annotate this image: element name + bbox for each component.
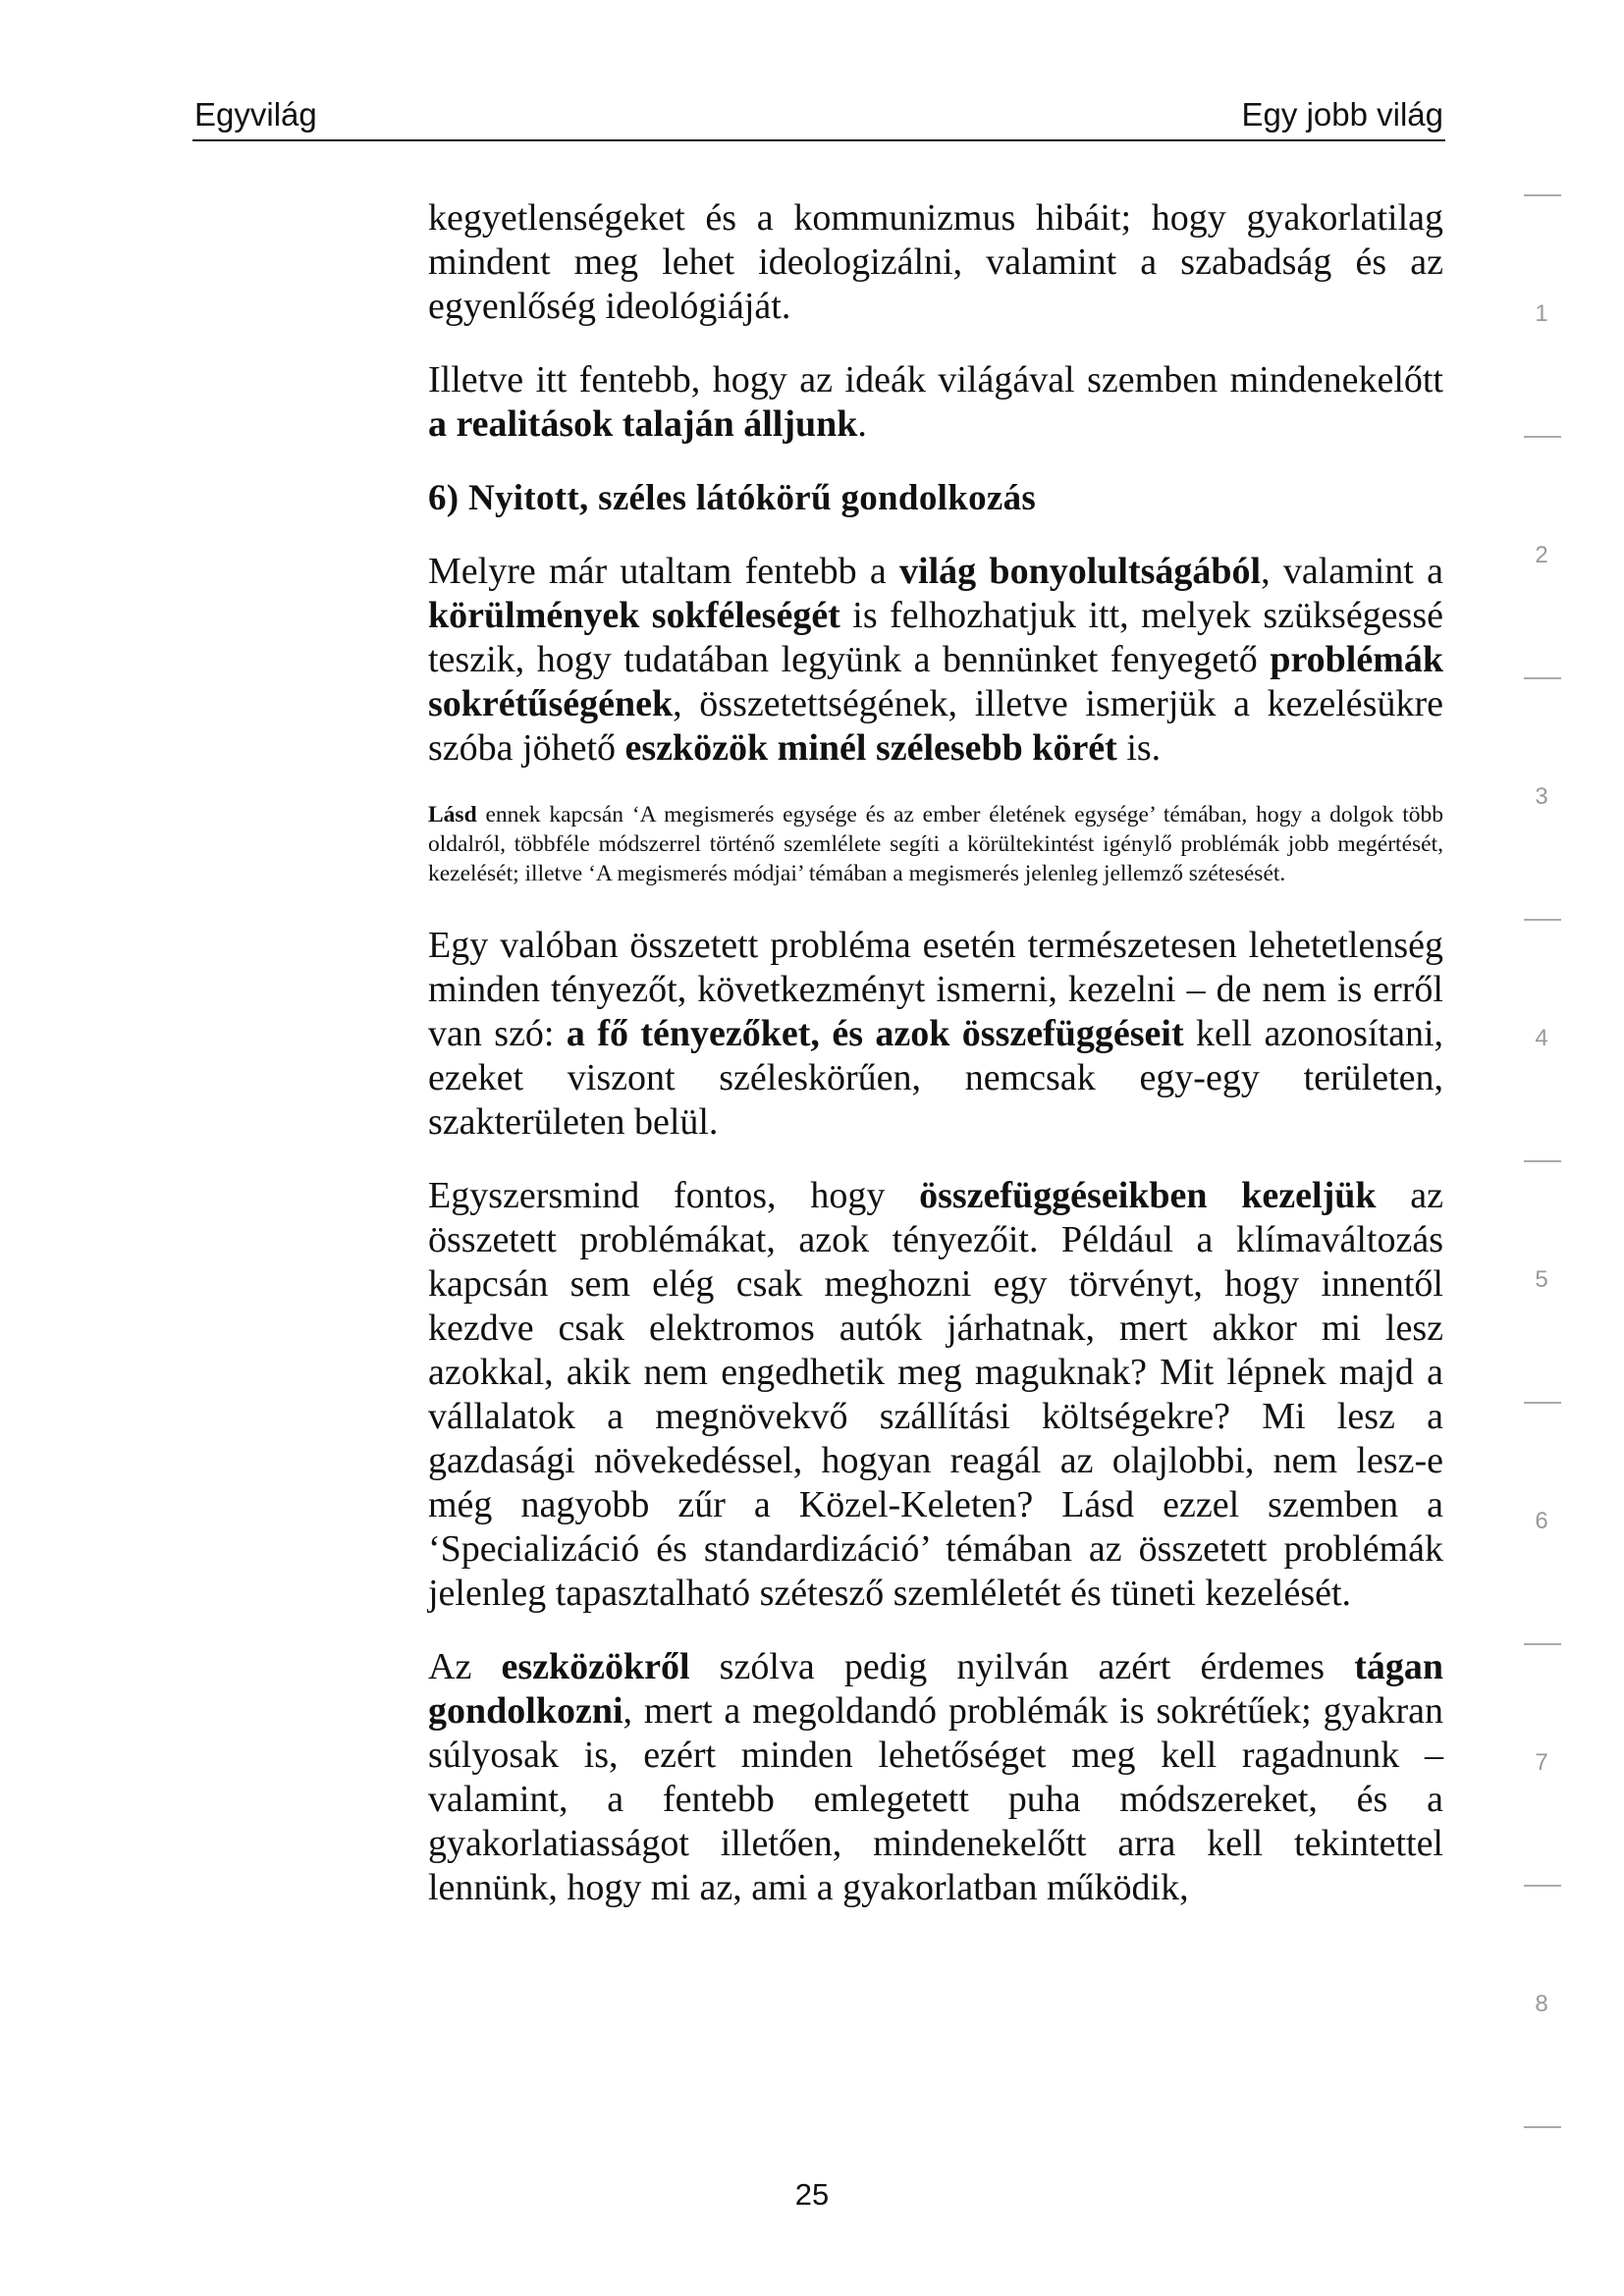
paragraph-text: Egy valóban összetett probléma esetén természetesen lehetetlenség minden tényezőt, következményt ismerni, kezelni – de nem is erről van szó: [428, 925, 1443, 1054]
paragraph-text: kegyetlenségeket és a kommunizmus hibáit; hogy gyakorlatilag mindent meg lehet ideologizálni, valamint a szabadság és az egyenlőség ideológiáját. [428, 197, 1443, 327]
bold-phrase: Lásd [428, 802, 477, 828]
paragraph-text: ennek kapcsán ‘A megismerés egysége és az ember életének egysége’ témában, hogy a dolgok több oldalról, többféle módszerrel történő szemlélete segíti a körültekintést igénylő problémák jobb megértését, kezelését; illetve ‘A megismerés módjai’ témában a megismerés jelenleg jellemző szétesését. [428, 802, 1443, 886]
section-heading: 6) Nyitott, széles látókörű gondolkozás [428, 478, 1037, 518]
paragraph [428, 550, 1443, 771]
paragraph-text: , összetettségének, illetve ismerjük a kezelésükre szóba jöhető [428, 683, 1443, 769]
margin-number: 6 [1535, 1508, 1548, 1534]
paragraph-text: . [857, 403, 867, 445]
margin-number: 8 [1535, 1991, 1548, 2017]
paragraph [428, 358, 1443, 447]
page-body [428, 196, 1443, 1940]
paragraph-text: Melyre már utaltam fentebb a [428, 551, 900, 592]
paragraph-text: is felhozhatjuk itt, melyek szükségessé teszik, hogy tudatában legyünk a bennünket fenyegető [428, 595, 1443, 680]
margin-number: 3 [1535, 783, 1548, 810]
margin-tick [1524, 436, 1561, 438]
margin-tick [1524, 2126, 1561, 2128]
bold-phrase: összefüggéseikben kezeljük [919, 1175, 1377, 1216]
margin-line-markers [1510, 0, 1569, 2296]
margin-number: 2 [1535, 542, 1548, 568]
paragraph [428, 1174, 1443, 1616]
paragraph-text: , valamint a [1261, 551, 1443, 592]
margin-number: 1 [1535, 300, 1548, 327]
bold-phrase: a realitások talaján álljunk [428, 403, 858, 445]
paragraph [428, 196, 1443, 329]
paragraph-text: is. [1116, 727, 1162, 769]
paragraph-text: Az [428, 1646, 502, 1687]
bold-phrase: problémák sokrétűségének [428, 639, 1443, 724]
paragraph-text: az összetett problémákat, azok tényezőit. Például a klímaváltozás kapcsán sem elég csak meghozni egy törvényt, hogy innentől kezdve csak elektromos autók járhatnak, mert akkor mi lesz azokkal, akik nem engedhetik meg maguknak? Mit lépnek majd a vállalatok a megnövekvő szállítási költségekre? Mi lesz a gazdasági növekedéssel, hogyan reagál az olajlobbi, nem lesz-e még nagyobb zűr a Közel-Keleten? Lásd ezzel szemben a ‘Specializáció és standardizáció’ témában az összetett problémák jelenleg tapasztalható szétesző szemléletét és tüneti kezelését. [428, 1175, 1443, 1614]
bold-phrase: körülmények sokféleségét [428, 595, 840, 636]
footnote-paragraph [428, 800, 1443, 888]
running-header [192, 96, 1445, 141]
margin-tick [1524, 1160, 1561, 1162]
header-left-title: Egyvilág [194, 96, 317, 133]
paragraph [428, 924, 1443, 1145]
bold-phrase: eszközökről [501, 1646, 690, 1687]
margin-tick [1524, 677, 1561, 679]
paragraph-text: Illetve itt fentebb, hogy az ideák világával szemben mindenekelőtt [428, 359, 1443, 400]
paragraph-text: kell azonosítani, ezeket viszont széleskörűen, nemcsak egy-egy területen, szakterületen belül. [428, 1013, 1444, 1143]
bold-phrase: eszközök minél szélesebb körét [624, 727, 1117, 769]
margin-tick [1524, 919, 1561, 921]
margin-number: 4 [1535, 1025, 1548, 1051]
margin-number: 7 [1535, 1749, 1548, 1776]
bold-phrase: a fő tényezőket, és azok összefüggéseit [566, 1013, 1184, 1054]
bold-phrase: világ bonyolultságából [899, 551, 1262, 592]
page-number: 25 [794, 2177, 830, 2212]
margin-tick [1524, 1402, 1561, 1404]
margin-tick [1524, 1885, 1561, 1887]
margin-tick [1524, 1643, 1561, 1645]
margin-number: 5 [1535, 1266, 1548, 1293]
bold-phrase: tágan gondolkozni [428, 1646, 1443, 1732]
paragraph [428, 1645, 1443, 1910]
margin-tick [1524, 194, 1561, 196]
paragraph-text: , mert a megoldandó problémák is sokrétűek; gyakran súlyosak is, ezért minden lehetőséget meg kell ragadnunk – valamint, a fentebb emlegetett puha módszereket, és a gyakorlatiasságot illetően, mindenekelőtt arra kell tekintettel lennünk, hogy mi az, ami a gyakorlatban működik, [428, 1690, 1443, 1908]
paragraph-text: szólva pedig nyilván azért érdemes [689, 1646, 1355, 1687]
header-right-title: Egy jobb világ [1241, 96, 1443, 133]
paragraph-text: Egyszersmind fontos, hogy [428, 1175, 920, 1216]
